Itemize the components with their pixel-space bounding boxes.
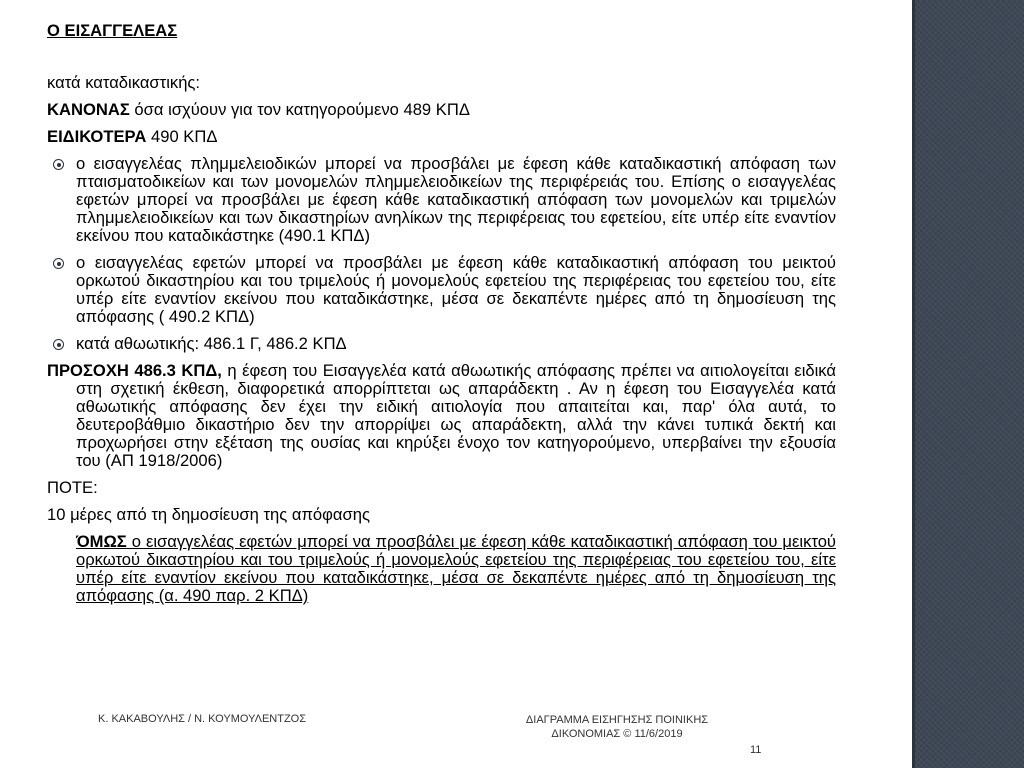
attention-text: η έφεση του Εισαγγελέα κατά αθωωτικής απόφασης πρέπει να αιτιολογείται ειδικά στη σχετική έκθεση, διαφορετικά απορρίπτεται ως απαράδεκτη . Αν η έφεση του Εισαγγελέα κατά αθωωτικής απόφασης δεν έχει την ειδική αιτιολογία που απαιτείται και, παρ' όλα αυτά, το δευτεροβάθμιο δικαστήριο δεν την απορρίψει ως απαράδεκτη, αλλά την κάνει τυπικά δεκτή και προχωρήσει στην εξέταση της ουσίας και κηρύξει ένοχο τον κατηγορούμενο, υπερβαίνει την εξουσία του (ΑΠ 1918/2006) [76, 361, 836, 470]
decorative-side-panel [912, 0, 1024, 768]
however-text: ο εισαγγελέας εφετών μπορεί να προσβάλει με έφεση κάθε καταδικαστική απόφαση του μεικτού ορκωτού δικαστηρίου και του τριμελούς ή μονομελούς εφετείου της περιφέρειας του εφετείου του, είτε υπέρ είτε εναντίον εκείνου που καταδικάστηκε, μέσα σε δεκαπέντε ημέρες από τη δημοσίευση της απόφασης (α. 490 παρ. 2 ΚΠΔ) [76, 532, 836, 605]
bullet-item [47, 254, 836, 326]
however-label: ΌΜΩΣ [76, 532, 127, 551]
special-line [47, 128, 836, 146]
when-label: ΠΟΤΕ: [47, 478, 98, 497]
attention-paragraph [47, 362, 836, 470]
rule-text: όσα ισχύουν για τον κατηγορούμενο 489 ΚΠΔ [129, 100, 470, 119]
bullet-item [47, 335, 836, 353]
bullet-text: ο εισαγγελέας πλημμελειοδικών μπορεί να προσβάλει με έφεση κάθε καταδικαστική απόφαση των πταισματοδικείων και των μονομελών πλημμελειοδικείων της περιφέρειάς του. Επίσης ο εισαγγελέας εφετών μπορεί να προσβάλει με έφεση κάθε καταδικαστική απόφαση των μονομελών και τριμελών πλημμελειοδικείων και των δικαστηρίων ανηλίκων της περιφέρειας του εφετείου, είτε υπέρ είτε εναντίον εκείνου που καταδικάστηκε (490.1 ΚΠΔ) [76, 154, 836, 245]
footer-authors: Κ. ΚΑΚΑΒΟΥΛΗΣ / Ν. ΚΟΥΜΟΥΛΕΝΤΖΟΣ [98, 713, 307, 725]
attention-label: ΠΡΟΣΟΧΗ 486.3 ΚΠΔ, [47, 361, 222, 380]
slide-content [47, 22, 836, 605]
page-number: 11 [750, 744, 762, 756]
rule-label: ΚΑΝΟΝΑΣ [47, 100, 130, 119]
special-label: ΕΙΔΙΚΟΤΕΡΑ [47, 127, 147, 146]
bullet-circle-icon [53, 339, 64, 350]
footer-course [492, 713, 742, 741]
bullet-circle-icon [53, 159, 64, 170]
bullet-text: κατά αθωωτικής: 486.1 Γ, 486.2 ΚΠΔ [76, 334, 347, 353]
rule-line [47, 101, 836, 119]
conviction-heading: κατά καταδικαστικής: [47, 73, 201, 92]
slide-title: Ο ΕΙΣΑΓΓΕΛΕΑΣ [47, 21, 178, 40]
bullet-circle-icon [53, 258, 64, 269]
bullet-item [47, 155, 836, 245]
footer-course-line1: ΔΙΑΓΡΑΜΜΑ ΕΙΣΗΓΗΣΗΣ ΠΟΙΝΙΚΗΣ [525, 714, 709, 726]
special-text: 490 ΚΠΔ [146, 127, 218, 146]
bullet-text: ο εισαγγελέας εφετών μπορεί να προσβάλει με έφεση κάθε καταδικαστική απόφαση του μεικτού ορκωτού δικαστηρίου και του τριμελούς ή μονομελούς εφετείου της περιφέρειας του εφετείου του, είτε υπέρ είτε εναντίον εκείνου που καταδικάστηκε, μέσα σε δεκαπέντε ημέρες από τη δημοσίευση της απόφασης ( 490.2 ΚΠΔ) [76, 253, 836, 326]
however-paragraph [47, 533, 836, 605]
footer-course-line2: ΔΙΚΟΝΟΜΙΑΣ © 11/6/2019 [551, 728, 683, 740]
days-text: 10 μέρες από τη δημοσίευση της απόφασης [47, 505, 370, 524]
